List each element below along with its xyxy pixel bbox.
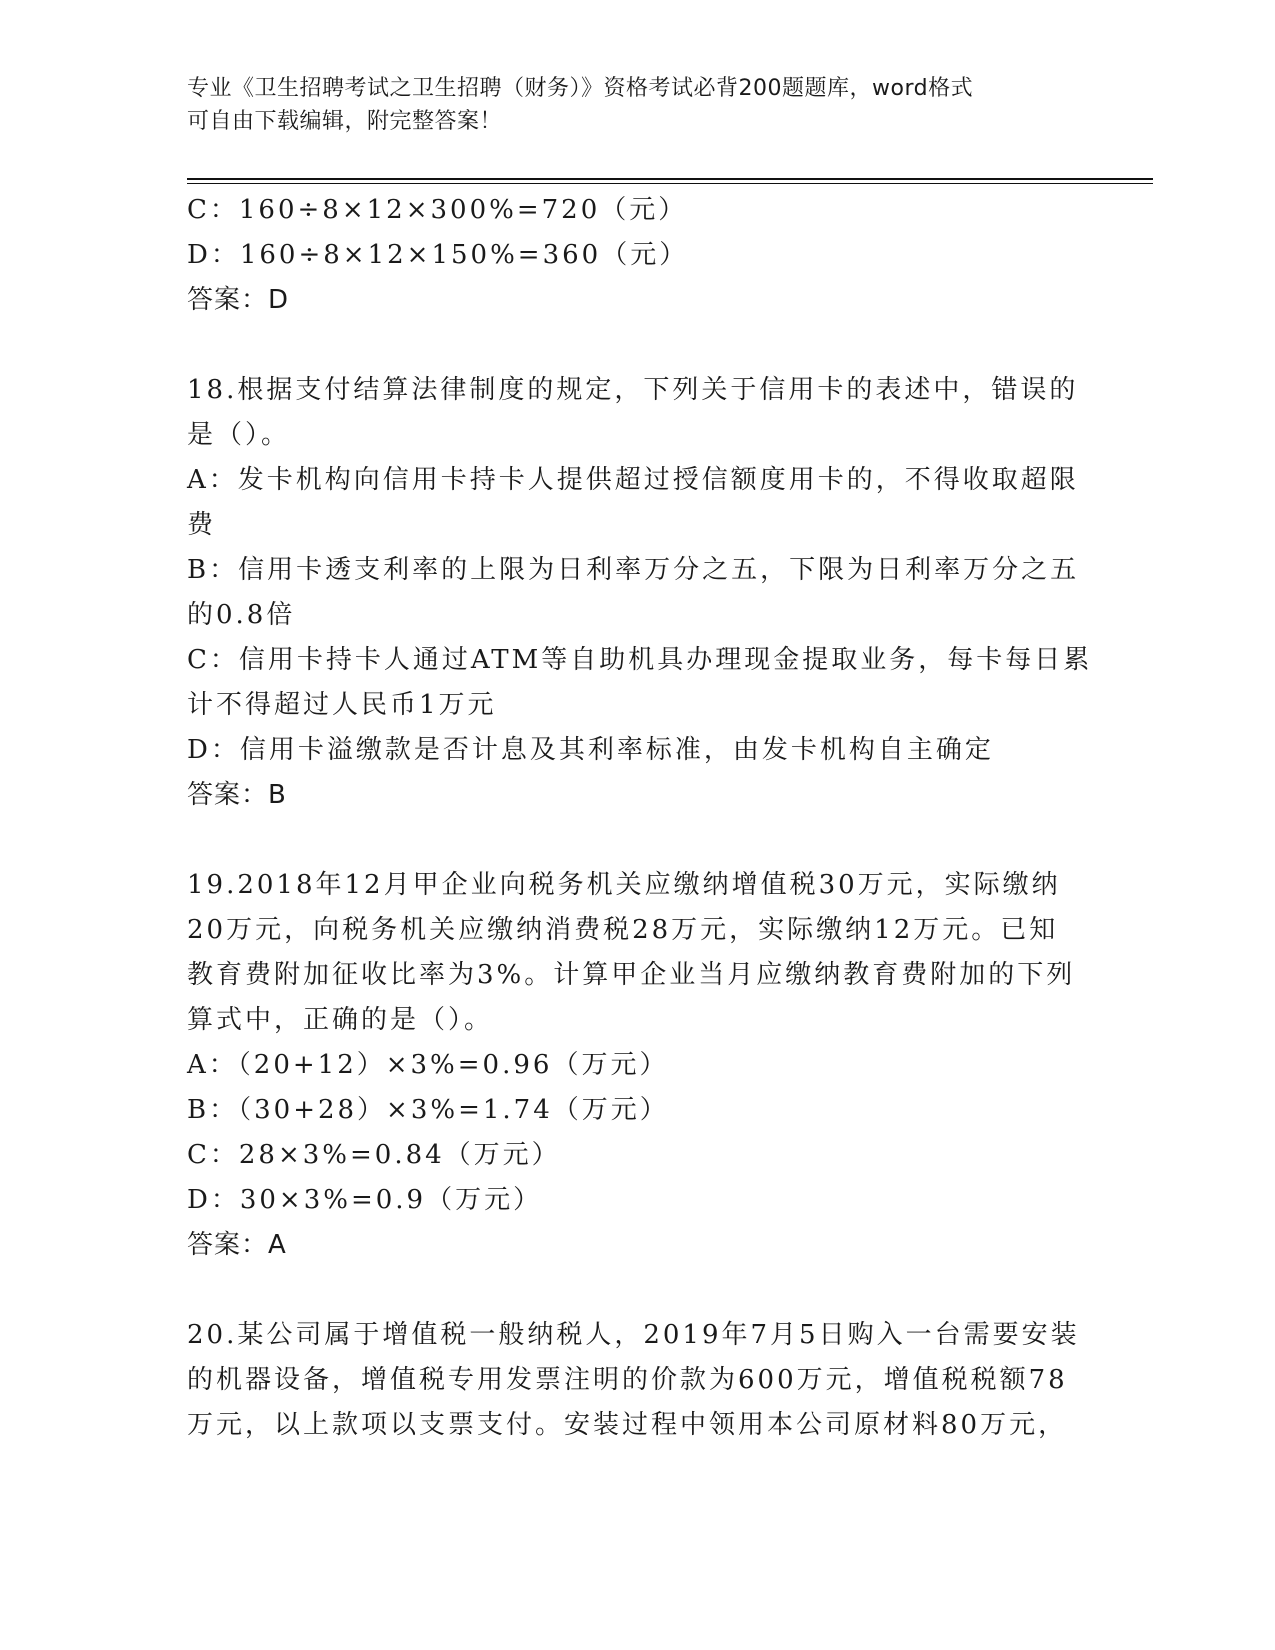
option-b: B：（30+28）×3%=1.74（万元）	[187, 1095, 669, 1125]
question-stem: 20.某公司属于增值税一般纳税人，2019年7月5日购入一台需要安装	[187, 1320, 1080, 1350]
question-stem: 19.2018年12月甲企业向税务机关应缴纳增值税30万元，实际缴纳	[187, 870, 1061, 900]
answer: 答案：D	[187, 285, 290, 315]
option-c: C：160÷8×12×300%=720（元）	[187, 195, 688, 225]
option-d: D：30×3%=0.9（万元）	[187, 1185, 543, 1215]
question-20	[187, 1313, 1087, 1448]
option-c: C：28×3%=0.84（万元）	[187, 1140, 561, 1170]
option-a: A：发卡机构向信用卡持卡人提供超过授信额度用卡的，不得收取超限	[187, 465, 1079, 495]
header-rule-thin	[187, 183, 1153, 184]
option-c: C：信用卡持卡人通过ATM等自助机具办理现金提取业务，每卡每日累	[187, 645, 1093, 675]
question-stem: 教育费附加征收比率为3%。计算甲企业当月应缴纳教育费附加的下列	[187, 960, 1076, 990]
option-a: A：（20+12）×3%=0.96（万元）	[187, 1050, 669, 1080]
option-b: B：信用卡透支利率的上限为日利率万分之五，下限为日利率万分之五	[187, 555, 1080, 585]
question-stem: 万元，以上款项以支票支付。安装过程中领用本公司原材料80万元，	[187, 1410, 1068, 1440]
question-stem: 是（）。	[187, 420, 291, 450]
answer: 答案：A	[187, 1230, 287, 1260]
question-stem: 18.根据支付结算法律制度的规定，下列关于信用卡的表述中，错误的	[187, 375, 1079, 405]
spacer	[187, 323, 1087, 368]
question-19	[187, 863, 1087, 1268]
header-line-2: 可自由下载编辑，附完整答案！	[187, 109, 503, 134]
option-d: D：160÷8×12×150%=360（元）	[187, 240, 689, 270]
question-stem: 20万元，向税务机关应缴纳消费税28万元，实际缴纳12万元。已知	[187, 915, 1059, 945]
spacer	[187, 818, 1087, 863]
option-a: 费	[187, 510, 217, 540]
document-header	[187, 72, 1067, 138]
header-rule-thick	[187, 178, 1153, 180]
question-17	[187, 188, 1087, 323]
option-c: 计不得超过人民币1万元	[187, 690, 497, 720]
spacer	[187, 1268, 1087, 1313]
answer: 答案：B	[187, 780, 287, 810]
document-body	[187, 188, 1093, 1448]
question-stem: 的机器设备，增值税专用发票注明的价款为600万元，增值税税额78	[187, 1365, 1068, 1395]
question-stem: 算式中，正确的是（）。	[187, 1005, 494, 1035]
option-b: 的0.8倍	[187, 600, 296, 630]
option-d: D：信用卡溢缴款是否计息及其利率标准，由发卡机构自主确定	[187, 735, 994, 765]
question-18	[187, 368, 1093, 818]
header-line-1: 专业《卫生招聘考试之卫生招聘（财务）》资格考试必背200题题库，word格式	[187, 76, 974, 101]
